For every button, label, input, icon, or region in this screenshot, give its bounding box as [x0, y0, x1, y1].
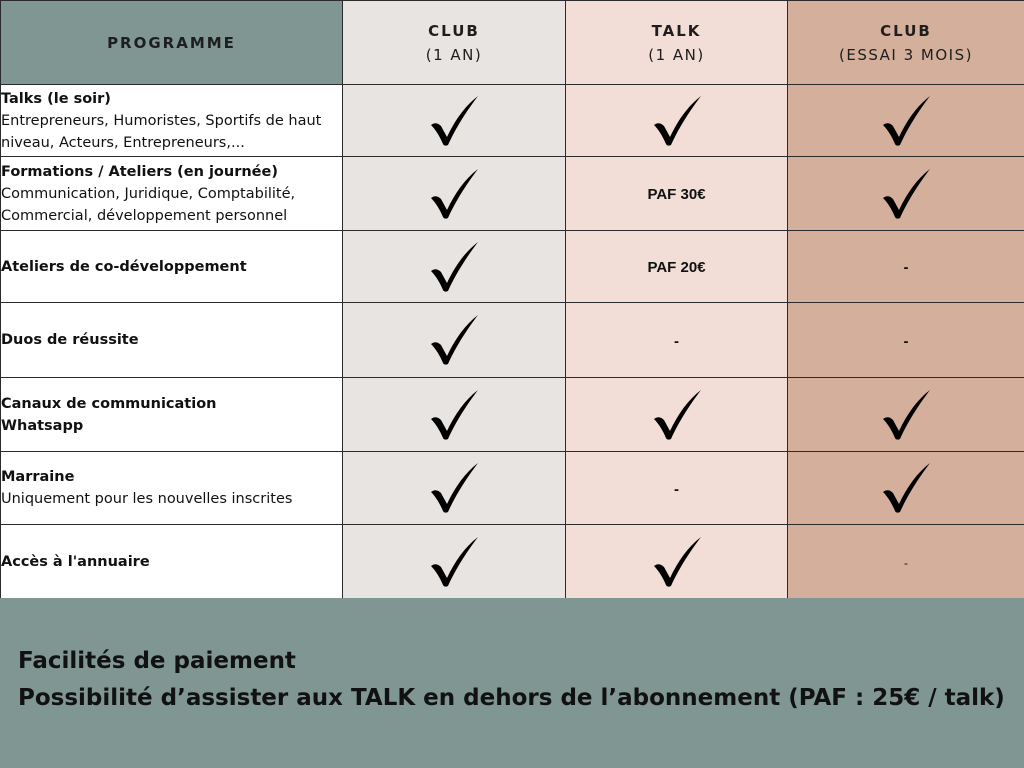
- header-essai-sub: (ESSAI 3 MOIS): [839, 45, 973, 64]
- cell-club: [343, 231, 566, 303]
- cell-club-essai: [788, 231, 1024, 303]
- cell-talk: [566, 231, 788, 303]
- feature-description: Communication, Juridique, Comptabilité, Commercial, développement personnel: [1, 185, 296, 224]
- cell-talk: [566, 525, 788, 599]
- cell-talk: [566, 85, 788, 157]
- feature-description: Whatsapp: [1, 417, 84, 434]
- feature-description: Entrepreneurs, Humoristes, Sportifs de haut niveau, Acteurs, Entrepreneurs,...: [1, 112, 322, 151]
- header-talk-title: TALK: [651, 21, 702, 40]
- dash-label: -: [674, 480, 679, 498]
- footer-line-payment: Facilités de paiement: [18, 648, 296, 674]
- cell-club-essai: [788, 303, 1024, 378]
- table-row: [1, 452, 1024, 525]
- table-row: [1, 85, 1024, 157]
- check-icon: [429, 168, 479, 220]
- header-programme: [1, 1, 343, 85]
- check-icon: [652, 95, 702, 147]
- feature-cell: [1, 378, 343, 452]
- feature-cell: [1, 231, 343, 303]
- check-icon: [881, 95, 931, 147]
- cell-club-essai: [788, 378, 1024, 452]
- table-row: [1, 525, 1024, 599]
- header-club: [343, 1, 566, 85]
- table-row: [1, 231, 1024, 303]
- cell-club-essai: [788, 525, 1024, 599]
- payment-footer: [0, 598, 1024, 768]
- feature-title: Formations / Ateliers (en journée): [1, 163, 278, 180]
- feature-cell: [1, 303, 343, 378]
- header-talk-sub: (1 AN): [648, 45, 705, 64]
- cell-club-essai: [788, 452, 1024, 525]
- header-club-title: CLUB: [428, 21, 480, 40]
- check-icon: [652, 389, 702, 441]
- cell-club-essai: [788, 157, 1024, 231]
- cell-club: [343, 378, 566, 452]
- header-essai-title: CLUB: [880, 21, 932, 40]
- header-club-essai: [788, 1, 1024, 85]
- footer-line-talk-access: Possibilité d’assister aux TALK en dehors de l’abonnement (PAF : 25€ / talk): [18, 685, 1005, 711]
- check-icon: [881, 462, 931, 514]
- table-row: [1, 157, 1024, 231]
- cell-club: [343, 525, 566, 599]
- table-row: [1, 378, 1024, 452]
- feature-cell: [1, 85, 343, 157]
- cell-club: [343, 85, 566, 157]
- check-icon: [881, 168, 931, 220]
- dash-label: -: [674, 332, 679, 350]
- feature-cell: [1, 525, 343, 599]
- check-icon: [652, 536, 702, 588]
- dash-label: -: [903, 332, 909, 350]
- check-icon: [429, 462, 479, 514]
- feature-title: Ateliers de co-développement: [1, 258, 247, 275]
- feature-title: Talks (le soir): [1, 90, 111, 107]
- feature-title: Accès à l'annuaire: [1, 553, 150, 570]
- cell-talk: [566, 452, 788, 525]
- check-icon: [429, 536, 479, 588]
- table-row: [1, 303, 1024, 378]
- check-icon: [429, 314, 479, 366]
- cell-club: [343, 452, 566, 525]
- feature-title: Marraine: [1, 469, 75, 485]
- header-talk: [566, 1, 788, 85]
- check-icon: [429, 389, 479, 441]
- header-club-sub: (1 AN): [425, 45, 483, 64]
- check-icon: [429, 95, 479, 147]
- price-label: PAF 30€: [647, 186, 706, 203]
- check-icon: [429, 241, 479, 293]
- feature-title: Canaux de communication: [1, 395, 217, 412]
- feature-description: Uniquement pour les nouvelles inscrites: [1, 491, 293, 507]
- cell-talk: [566, 157, 788, 231]
- header-row: [1, 1, 1024, 85]
- cell-talk: [566, 378, 788, 452]
- dash-label: -: [903, 259, 909, 276]
- cell-club: [343, 157, 566, 231]
- check-icon: [881, 389, 931, 441]
- feature-cell: [1, 157, 343, 231]
- feature-title: Duos de réussite: [1, 332, 139, 348]
- table-body: [1, 85, 1024, 599]
- dash-label: -: [904, 556, 908, 570]
- feature-cell: [1, 452, 343, 525]
- cell-club: [343, 303, 566, 378]
- cell-talk: [566, 303, 788, 378]
- price-label: PAF 20€: [647, 259, 706, 276]
- cell-club-essai: [788, 85, 1024, 157]
- header-programme-label: PROGRAMME: [107, 33, 236, 52]
